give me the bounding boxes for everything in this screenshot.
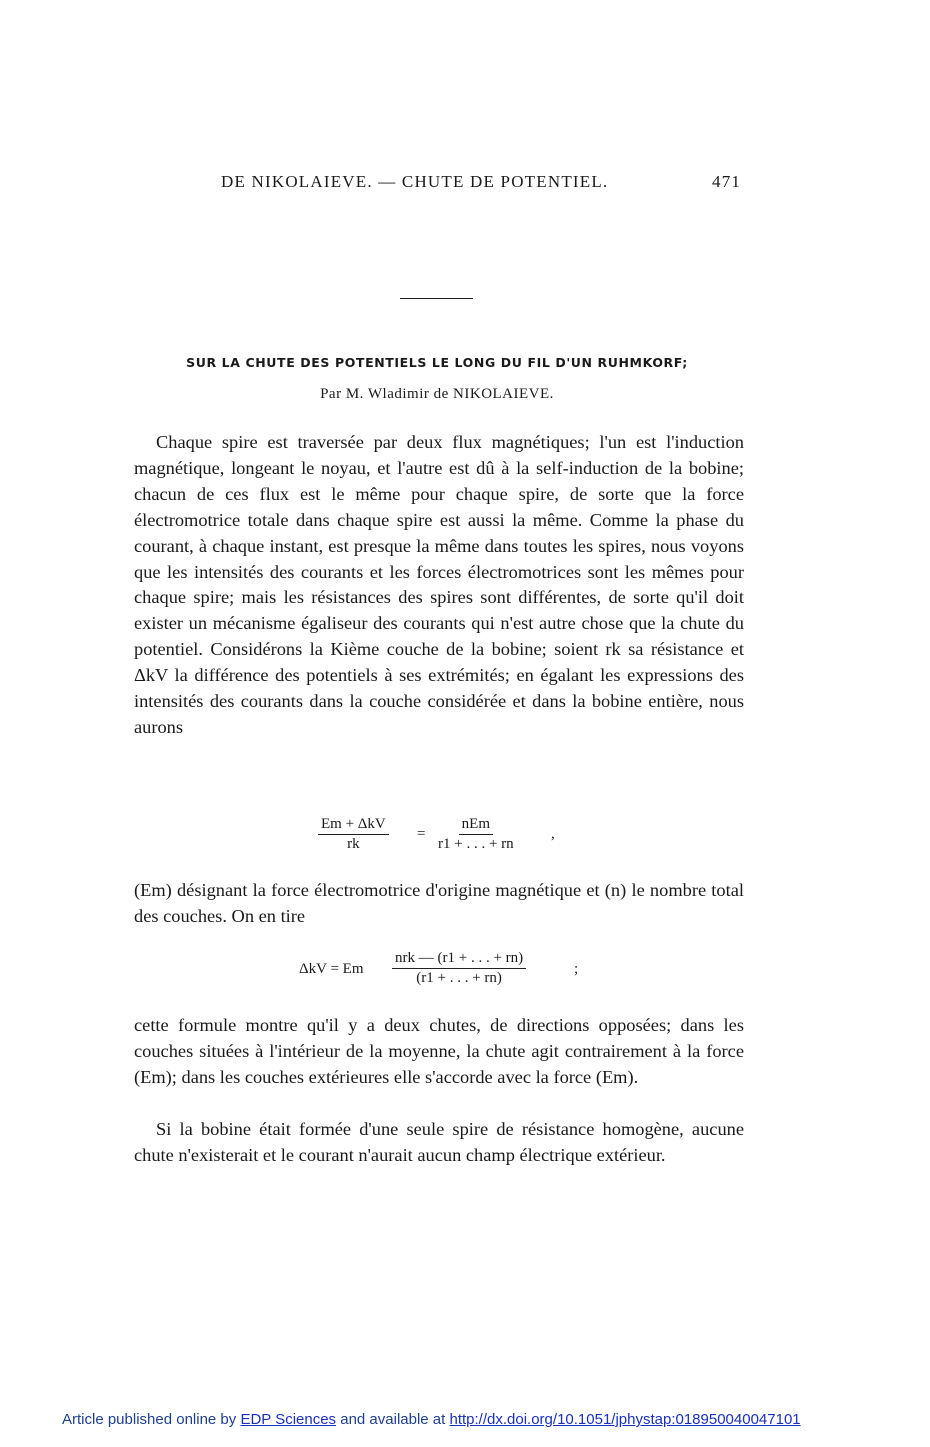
formula-1-lhs-fraction	[318, 816, 389, 853]
doi-link[interactable]: http://dx.doi.org/10.1051/jphystap:018950040047101	[449, 1411, 801, 1428]
formula-2-numerator: nrk — (r1 + . . . + rn)	[392, 950, 526, 969]
paragraph-1: Chaque spire est traversée par deux flux magnétiques; l'un est l'induction magnétique, longeant le noyau, et l'autre est dû à la self-induction de la bobine; chacun de ces flux est le même pour chaque spire, de sorte que la force électromotrice totale dans chaque spire est aussi la même. Comme la phase du courant, à chaque instant, est presque la même dans toutes les spires, nous voyons que les intensités des courants et les forces électromotrices sont les mêmes pour chaque spire; mais les résistances des spires sont différentes, de sorte qu'il doit exister un mécanisme égaliseur des courants qui n'est autre chose que la chute du potentiel. Considérons la Kième couche de la bobine; soient rk sa résistance et ΔkV la différence des potentiels à ses extrémités; en égalant les expressions des intensités des courants dans la couche considérée et dans la bobine entière, nous aurons	[134, 432, 744, 737]
formula-1	[0, 816, 930, 860]
formula-1-lhs-denominator: rk	[347, 836, 360, 852]
page-number: 471	[712, 172, 742, 191]
formula-1-lhs-numerator: Em + ΔkV	[318, 816, 389, 835]
footer-prefix: Article published online by	[62, 1411, 237, 1428]
paragraph-4: Si la bobine était formée d'une seule spire de résistance homogène, aucune chute n'existerait et le courant n'aurait aucun champ électrique extérieur.	[134, 1119, 744, 1165]
formula-2-semicolon: ;	[574, 961, 579, 977]
publication-footer	[62, 1411, 801, 1428]
article-author: Par M. Wladimir de NIKOLAIEVE.	[320, 386, 554, 402]
formula-2	[0, 950, 930, 994]
section-rule	[400, 298, 473, 299]
article-title: SUR LA CHUTE DES POTENTIELS LE LONG DU FIL D'UN RUHMKORF;	[186, 355, 688, 370]
formula-1-rhs-numerator: nEm	[459, 816, 493, 835]
running-title: DE NIKOLAIEVE. — CHUTE DE POTENTIEL.	[221, 172, 609, 191]
formula-2-lhs: ΔkV = Em	[299, 961, 364, 977]
formula-1-comma: ,	[551, 826, 555, 842]
footer-middle: and available at	[340, 1411, 446, 1428]
paragraph-2: (Em) désignant la force électromotrice d'origine magnétique et (n) le nombre total des couches. On en tire	[134, 880, 744, 926]
formula-1-equals: =	[417, 826, 426, 842]
formula-2-fraction	[392, 950, 526, 987]
publisher-link[interactable]: EDP Sciences	[240, 1411, 337, 1428]
formula-2-denominator: (r1 + . . . + rn)	[416, 970, 502, 986]
running-header	[0, 172, 930, 196]
formula-1-rhs-denominator: r1 + . . . + rn	[438, 836, 514, 852]
formula-1-rhs-fraction	[438, 816, 514, 853]
paragraph-3: cette formule montre qu'il y a deux chutes, de directions opposées; dans les couches situées à l'intérieur de la moyenne, la chute agit contrairement à la force (Em); dans les couches extérieures elle s'accorde avec la force (Em).	[134, 1015, 744, 1087]
